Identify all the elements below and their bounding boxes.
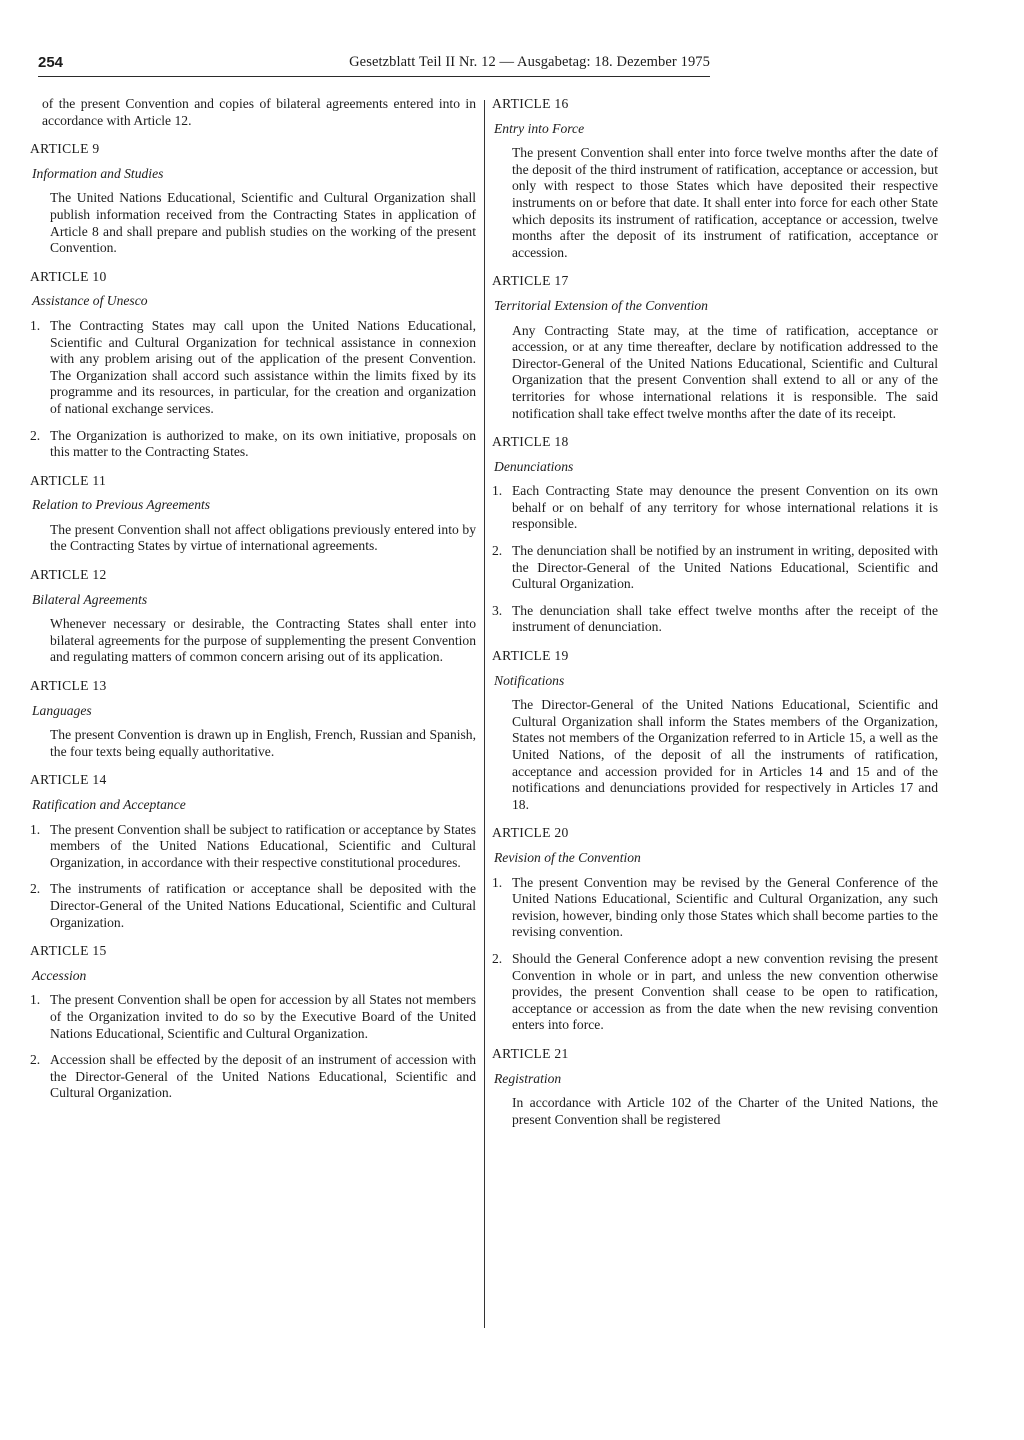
article-title: Information and Studies: [32, 165, 164, 181]
article-paragraph: The present Convention shall not affect obligations previously entered into by the Contracting States by virtue of international agreements.: [50, 521, 476, 554]
continuation-text: of the present Convention and copies of bilateral agreements entered into in accordance with Article 12.: [42, 96, 476, 128]
article-paragraph: The United Nations Educational, Scientific and Cultural Organization shall publish information received from the Contracting States in application of Article 8 and shall prepare and publish studies on the working of the present Convention.: [50, 190, 476, 256]
article-paragraph: In accordance with Article 102 of the Charter of the United Nations, the present Convention shall be registered: [512, 1095, 938, 1127]
item-text: The denunciation shall take effect twelve months after the receipt of the instrument of denunciation.: [512, 602, 938, 635]
article-heading: ARTICLE 20: [492, 825, 569, 841]
article-section: [492, 273, 938, 422]
item-number: 2.: [492, 543, 503, 559]
item-text: Should the General Conference adopt a new convention revising the present Convention in whole or in part, and unless the new convention otherwise provides, the present Convention shall cease to be open to ratification, acceptance or accession as from the date when the new revising convention enters into force.: [512, 950, 938, 1033]
article-paragraph: Any Contracting State may, at the time of ratification, acceptance or accession, or at any time thereafter, declare by notification addressed to the Director-General of the United Nations Educational, Scientific and Cultural Organization that the present Convention shall extend to all or any of the territories for whose international relations it is responsible. The said notification shall take effect twelve months after the date of its receipt.: [512, 322, 938, 421]
article-section: [30, 473, 476, 555]
item-text: The present Convention shall be subject to ratification or acceptance by States members of the United Nations Educational, Scientific and Cultural Organization, in accordance with their respective constitutional procedures.: [50, 821, 476, 870]
article-section: [492, 825, 938, 1034]
item-number: 2.: [30, 427, 41, 443]
article-title: Accession: [32, 967, 87, 983]
right-articles: [492, 96, 938, 1128]
article-paragraph: The present Convention is drawn up in English, French, Russian and Spanish, the four texts being equally authoritative.: [50, 727, 476, 759]
article-section: [30, 772, 476, 931]
article-title: Territorial Extension of the Convention: [494, 297, 708, 313]
article-heading: ARTICLE 10: [30, 268, 107, 284]
article-heading: ARTICLE 17: [492, 273, 569, 289]
article-paragraph: The Director-General of the United Nations Educational, Scientific and Cultural Organization shall inform the States members of the Organization, States not members of the Organization referred to in Article 15, a well as the United Nations, of the deposit of all the instruments of ratification, acceptance and accession provided for in Articles 14 and 15 and of the notifications and denunciations provided for respectively in Articles 17 and 18.: [512, 697, 938, 812]
item-number: 2.: [492, 950, 503, 966]
numbered-item: [30, 881, 476, 931]
article-heading: ARTICLE 13: [30, 678, 107, 694]
left-column: [30, 96, 476, 1114]
page-number: 254: [38, 54, 64, 71]
column-divider: [484, 100, 485, 1328]
article-title: Notifications: [494, 672, 565, 688]
article-heading: ARTICLE 16: [492, 96, 569, 111]
article-title: Revision of the Convention: [494, 849, 641, 865]
item-number: 2.: [30, 1052, 41, 1068]
item-number: 1.: [30, 821, 41, 837]
item-number: 3.: [492, 602, 503, 618]
numbered-item: [492, 603, 938, 636]
numbered-item: [492, 543, 938, 593]
article-paragraph: The present Convention shall enter into force twelve months after the date of the deposit of the third instrument of ratification, acceptance or accession, but only with respect to those States which have deposited their respective instruments on or before that date. It shall enter into force for each other State which deposits its instrument of ratification, acceptance or accession, twelve months after the deposit of its instrument of ratification, acceptance or accession.: [512, 145, 938, 260]
article-title: Ratification and Acceptance: [32, 797, 186, 812]
article-paragraph: Whenever necessary or desirable, the Contracting States shall enter into bilateral agreements for the purpose of supplementing the present Convention and regulating matters of common concern arising out of its application.: [50, 616, 476, 665]
article-section: [492, 1046, 938, 1128]
article-section: [30, 678, 476, 760]
item-number: 1.: [30, 992, 41, 1008]
item-text: Each Contracting State may denounce the present Convention on its own behalf or on behalf of any territory for whose international relations it is responsible.: [512, 483, 938, 532]
article-title: Languages: [32, 702, 92, 718]
article-title: Entry into Force: [494, 120, 585, 136]
article-title: Relation to Previous Agreements: [32, 497, 211, 513]
article-section: [30, 567, 476, 666]
article-heading: ARTICLE 14: [30, 772, 107, 788]
item-number: 1.: [30, 317, 41, 333]
right-column: [492, 96, 938, 1140]
numbered-item: [30, 822, 476, 872]
item-text: The present Convention shall be open for accession by all States not members of the Organization invited to do so by the Executive Board of the United Nations Educational, Scientific and Cultural Organization.: [50, 992, 476, 1041]
left-articles: [30, 141, 476, 1102]
numbered-item: [492, 875, 938, 941]
item-text: The denunciation shall be notified by an instrument in writing, deposited with the Director-General of the United Nations Educational, Scientific and Cultural Organization.: [512, 543, 938, 592]
article-heading: ARTICLE 15: [30, 943, 107, 959]
article-heading: ARTICLE 11: [30, 472, 107, 488]
article-heading: ARTICLE 19: [492, 648, 569, 664]
item-number: 1.: [492, 483, 503, 499]
article-section: [492, 96, 938, 261]
article-heading: ARTICLE 9: [30, 141, 100, 157]
article-section: [492, 434, 938, 636]
item-number: 2.: [30, 881, 41, 897]
item-text: The Organization is authorized to make, on its own initiative, proposals on this matter to the Contracting States.: [50, 427, 476, 460]
item-number: 1.: [492, 874, 503, 890]
article-title: Registration: [494, 1070, 562, 1086]
numbered-item: [30, 992, 476, 1042]
article-section: [30, 269, 476, 461]
numbered-item: [492, 951, 938, 1034]
running-header: [38, 54, 710, 77]
article-section: [492, 648, 938, 813]
article-title: Bilateral Agreements: [32, 591, 148, 607]
numbered-item: [492, 483, 938, 533]
article-heading: ARTICLE 21: [492, 1045, 569, 1061]
article-section: [30, 141, 476, 257]
article-title: Denunciations: [494, 458, 574, 474]
article-heading: ARTICLE 12: [30, 567, 107, 583]
item-text: The instruments of ratification or acceptance shall be deposited with the Director-General of the United Nations Educational, Scientific and Cultural Organization.: [50, 881, 476, 930]
numbered-item: [30, 318, 476, 418]
item-text: The Contracting States may call upon the United Nations Educational, Scientific and Cultural Organization for technical assistance in connexion with any problem arising out of the application of the present Convention. The Organization shall accord such assistance within the limits fixed by its programme and its resources, in particular, for the creation and organization of national exchange services.: [50, 317, 476, 416]
article-section: [30, 943, 476, 1102]
item-text: The present Convention may be revised by the General Conference of the United Nations Educational, Scientific and Cultural Organization, any such revision, however, binding only those States which shall become parties to the revising convention.: [512, 874, 938, 940]
numbered-item: [30, 428, 476, 461]
item-text: Accession shall be effected by the deposit of an instrument of accession with the Director-General of the United Nations Educational, Scientific and Cultural Organization.: [50, 1052, 476, 1101]
article-heading: ARTICLE 18: [492, 434, 569, 450]
running-title: Gesetzblatt Teil II Nr. 12 — Ausgabetag: 18. Dezember 1975: [349, 54, 710, 70]
numbered-item: [30, 1052, 476, 1102]
article-title: Assistance of Unesco: [32, 293, 148, 309]
